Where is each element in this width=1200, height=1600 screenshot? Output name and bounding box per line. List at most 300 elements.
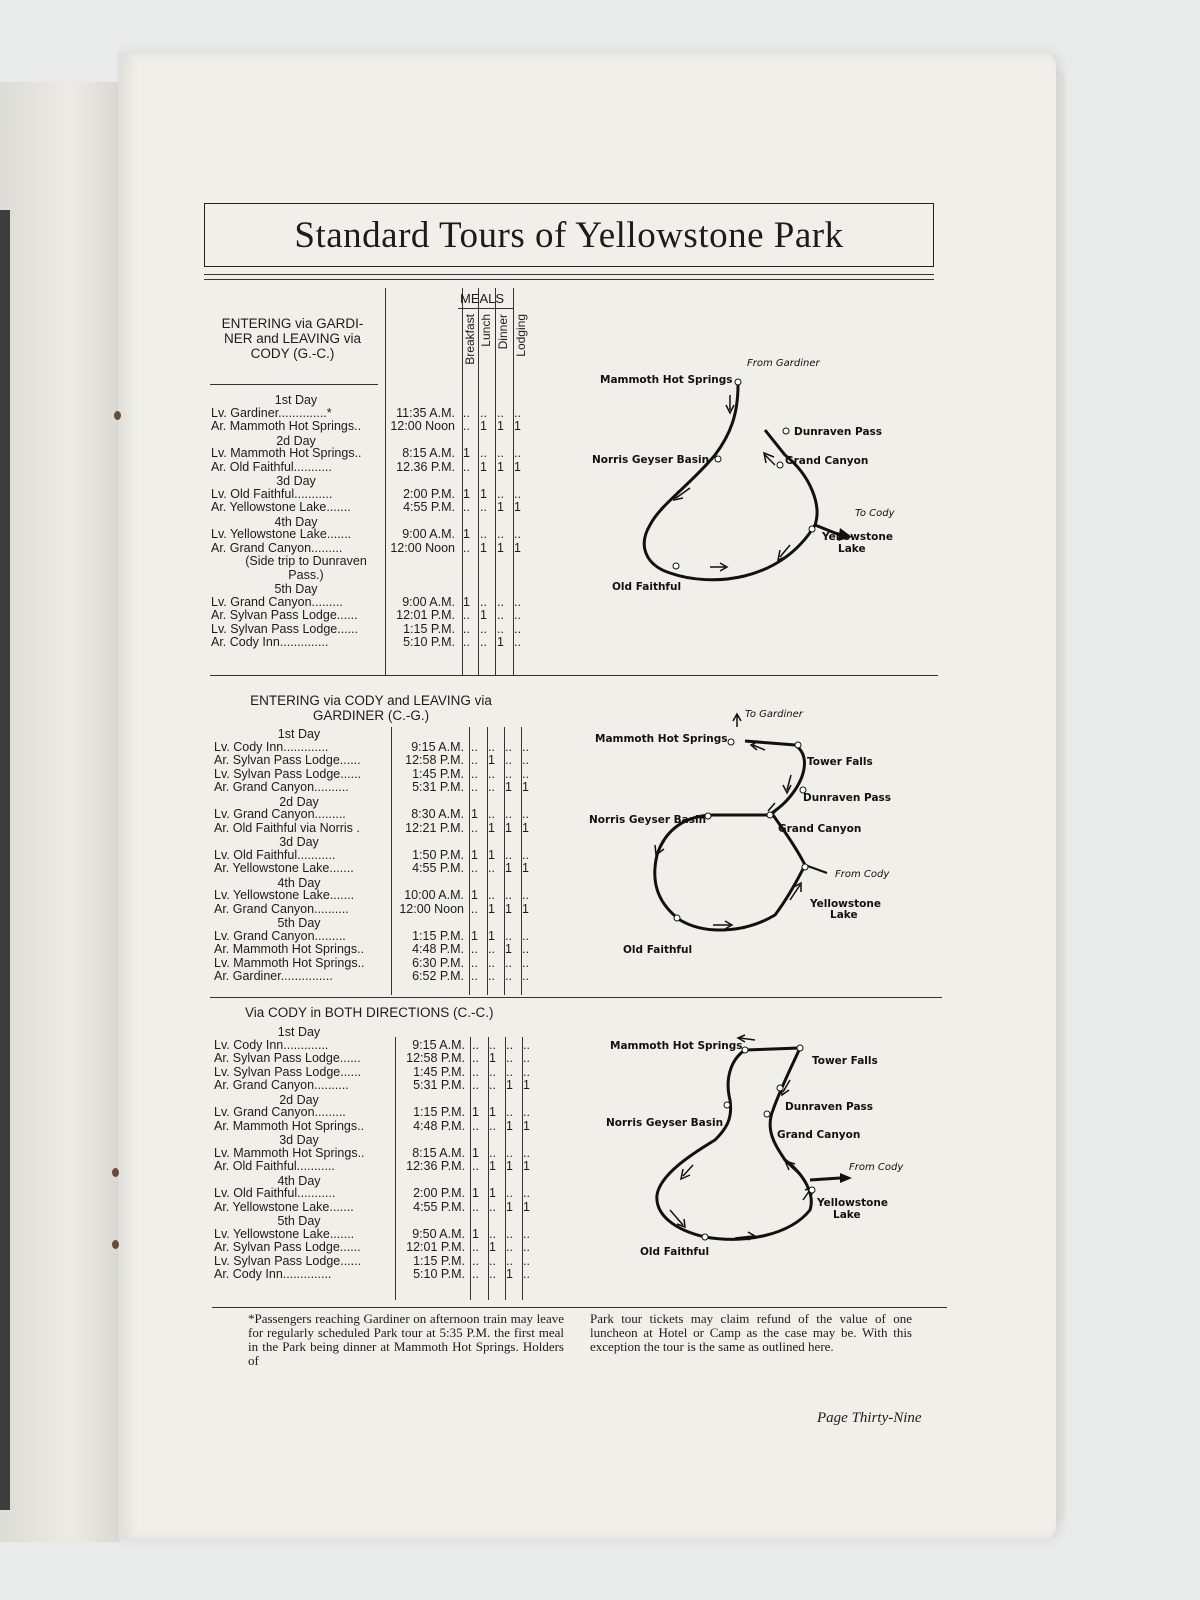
route-map-cg <box>589 709 925 965</box>
meal-mark: 1 <box>489 1240 496 1254</box>
meal-mark: .. <box>489 1267 496 1281</box>
schedule-row <box>214 903 544 917</box>
column-rule <box>504 727 505 995</box>
meal-mark: .. <box>488 861 495 875</box>
stop-time: 4:48 P.M. <box>412 942 464 956</box>
schedule-row <box>214 930 544 944</box>
stop-name: Ar. Sylvan Pass Lodge...... <box>211 608 358 622</box>
schedule-row <box>214 849 544 863</box>
day-label: 5th Day <box>274 582 318 596</box>
stop-time: 9:50 A.M. <box>412 1226 465 1241</box>
meal-mark: .. <box>488 780 495 794</box>
meal-mark: 1 <box>523 1199 530 1214</box>
schedule-row <box>211 407 541 421</box>
stop-time: 5:31 P.M. <box>412 780 464 794</box>
stop-name: Ar. Sylvan Pass Lodge...... <box>214 753 361 767</box>
meal-mark: .. <box>489 1037 496 1052</box>
meal-mark: 1 <box>514 540 521 555</box>
stop-time: 1:45 P.M. <box>413 1064 465 1079</box>
meal-mark: .. <box>480 405 487 420</box>
meal-mark: .. <box>488 969 495 983</box>
meal-mark: 1 <box>506 1159 513 1173</box>
stop-time: 10:00 A.M. <box>404 888 464 902</box>
map-label-from-cody: From Cody <box>849 1162 904 1173</box>
schedule-row <box>214 1268 544 1282</box>
meal-mark: .. <box>514 621 521 636</box>
meal-mark: 1 <box>505 820 512 835</box>
meal-mark: 1 <box>471 847 478 862</box>
meal-mark: .. <box>506 1253 513 1268</box>
stop-time: 1:15 P.M. <box>412 928 464 943</box>
stop-time: 9:00 A.M. <box>402 527 455 541</box>
meal-mark: .. <box>471 901 478 916</box>
stop-time: 5:31 P.M. <box>413 1078 465 1092</box>
stop-name: Ar. Grand Canyon......... <box>211 540 343 555</box>
schedule-row <box>214 1147 544 1161</box>
meal-mark: .. <box>489 1199 496 1214</box>
meal-mark: .. <box>471 739 478 754</box>
meal-mark: .. <box>489 1226 496 1241</box>
map-label-canyon: Grand Canyon <box>778 823 862 835</box>
meal-mark: .. <box>522 969 529 983</box>
day-label: 2d Day <box>279 794 319 809</box>
meal-mark: .. <box>514 527 521 541</box>
column-rule <box>385 288 386 675</box>
meal-mark: .. <box>463 635 470 649</box>
meal-mark: .. <box>523 1064 530 1079</box>
stop-time: 9:15 A.M. <box>412 1037 465 1052</box>
meal-mark: .. <box>506 1240 513 1254</box>
schedule-row <box>214 1039 544 1053</box>
map-label-tower: Tower Falls <box>807 756 873 768</box>
stop-time: 4:55 P.M. <box>403 500 455 514</box>
meal-mark: 1 <box>472 1105 479 1119</box>
stop-time: 2:00 P.M. <box>413 1186 465 1200</box>
meal-mark: 1 <box>488 753 495 767</box>
schedule-row <box>211 501 541 515</box>
meal-mark: .. <box>497 446 504 460</box>
map-label-mammoth: Mammoth Hot Springs <box>600 374 733 386</box>
title-rule <box>204 274 934 275</box>
meal-mark: .. <box>472 1253 479 1268</box>
meal-mark: .. <box>497 621 504 636</box>
column-rule <box>391 727 392 995</box>
stop-time: 1:50 P.M. <box>412 847 464 862</box>
meal-mark: .. <box>522 766 529 781</box>
column-rule <box>522 1037 523 1300</box>
meal-mark: .. <box>522 888 529 902</box>
route-map-gc <box>590 355 920 610</box>
meal-mark: 1 <box>489 1105 496 1119</box>
schedule-row <box>214 1187 544 1201</box>
map-label-lake-2: Lake <box>838 543 866 555</box>
footnote-left: *Passengers reaching Gardiner on afternoon train may leave for regularly scheduled Park tour at 5:35 P.M. the first meal in the Park being dinner at Mammoth Hot Springs. Holders of <box>248 1311 564 1368</box>
meal-mark: .. <box>506 1037 513 1052</box>
meal-mark: .. <box>506 1145 513 1160</box>
meal-mark: .. <box>480 446 487 460</box>
meal-mark: .. <box>463 405 470 420</box>
meal-mark: .. <box>522 955 529 970</box>
meal-mark: 1 <box>506 1118 513 1133</box>
meal-mark: .. <box>505 955 512 970</box>
meal-mark: .. <box>505 807 512 821</box>
stop-name: Ar. Gardiner............... <box>214 969 333 983</box>
stop-time: 12.36 P.M. <box>396 459 455 474</box>
stop-time: 5:10 P.M. <box>403 635 455 649</box>
meal-mark: .. <box>522 753 529 767</box>
meal-mark: 1 <box>522 861 529 875</box>
meal-mark: 1 <box>471 928 478 943</box>
meal-mark: 1 <box>480 419 487 433</box>
meal-mark: .. <box>472 1240 479 1254</box>
map-label-norris: Norris Geyser Basin <box>592 454 710 466</box>
stop-name: Ar. Mammoth Hot Springs.. <box>214 1118 365 1133</box>
day-label: 5th Day <box>277 916 321 930</box>
meal-mark: .. <box>489 1118 496 1133</box>
stop-name: Lv. Grand Canyon......... <box>214 807 346 821</box>
column-rule <box>470 1037 471 1300</box>
meal-mark: .. <box>522 807 529 821</box>
meal-mark: .. <box>489 1145 496 1160</box>
stop-name: Lv. Yellowstone Lake....... <box>211 527 352 541</box>
day-label: 3d Day <box>279 1133 319 1147</box>
stop-time: 4:48 P.M. <box>413 1118 465 1133</box>
header-rule <box>210 384 378 385</box>
stop-name: Ar. Yellowstone Lake....... <box>214 1199 354 1214</box>
meal-mark: 1 <box>480 459 487 474</box>
meal-mark: .. <box>523 1145 530 1160</box>
stop-name: Lv. Old Faithful........... <box>211 486 333 501</box>
stop-name: Lv. Gardiner..............* <box>211 405 332 420</box>
day-label: 1st Day <box>277 1025 321 1039</box>
stop-time: 12:00 Noon <box>390 419 455 433</box>
day-label: 3d Day <box>279 835 319 849</box>
meal-mark: .. <box>514 635 521 649</box>
meal-mark: 1 <box>522 820 529 835</box>
schedule-row <box>214 781 544 795</box>
meal-mark: .. <box>523 1186 530 1200</box>
map-label-faithful: Old Faithful <box>612 581 682 593</box>
meal-mark: .. <box>514 405 521 420</box>
map-label-dunraven: Dunraven Pass <box>803 792 892 804</box>
stop-name: Ar. Grand Canyon.......... <box>214 780 349 794</box>
stop-name: Ar. Yellowstone Lake....... <box>211 500 351 514</box>
schedule-row <box>211 488 541 502</box>
section-divider <box>212 1307 947 1308</box>
meal-column-header: Lodging <box>514 314 528 357</box>
day-label: 2d Day <box>279 1092 319 1107</box>
stop-time: 8:15 A.M. <box>412 1145 465 1160</box>
map-label-to-cody: To Cody <box>855 508 895 519</box>
meal-mark: .. <box>471 861 478 875</box>
meal-column-header: Breakfast <box>463 314 477 365</box>
meal-mark: 1 <box>471 807 478 821</box>
map-label-to-gardiner: To Gardiner <box>745 709 803 720</box>
meal-mark: .. <box>489 1078 496 1092</box>
day-label: 1st Day <box>274 393 318 407</box>
day-label: 2d Day <box>276 433 316 448</box>
stop-time: 1:45 P.M. <box>412 766 464 781</box>
meal-mark: .. <box>463 419 470 433</box>
meal-mark: .. <box>514 608 521 622</box>
schedule-row <box>214 889 544 903</box>
stop-name: Lv. Grand Canyon......... <box>211 594 343 609</box>
stop-time: 1:15 P.M. <box>413 1105 465 1119</box>
meal-mark: .. <box>488 766 495 781</box>
meal-mark: .. <box>497 608 504 622</box>
meal-mark: .. <box>488 739 495 754</box>
meal-mark: .. <box>505 969 512 983</box>
stop-name: Ar. Old Faithful........... <box>214 1159 335 1173</box>
meal-mark: .. <box>506 1064 513 1079</box>
stop-time: 12:01 P.M. <box>396 608 455 622</box>
stop-name: Lv. Mammoth Hot Springs.. <box>214 955 365 970</box>
meal-mark: .. <box>471 820 478 835</box>
stop-time: 1:15 P.M. <box>403 621 455 636</box>
stop-name: Ar. Grand Canyon.......... <box>214 1078 349 1092</box>
meal-mark: 1 <box>523 1078 530 1092</box>
map-label-dunraven: Dunraven Pass <box>794 426 883 438</box>
stop-time: 2:00 P.M. <box>403 486 455 501</box>
meal-mark: .. <box>472 1159 479 1173</box>
stop-time: 11:35 A.M. <box>396 405 455 420</box>
stop-name: Lv. Sylvan Pass Lodge...... <box>214 1253 362 1268</box>
stop-name: Ar. Grand Canyon.......... <box>214 901 349 916</box>
meal-mark: 1 <box>506 1267 513 1281</box>
staple-hole <box>114 411 121 420</box>
day-label: 5th Day <box>277 1214 321 1228</box>
day-label: 4th Day <box>274 514 318 529</box>
map-label-lake-1: Yellowstone <box>822 531 893 543</box>
meal-mark: .. <box>488 888 495 902</box>
section-divider <box>210 997 942 998</box>
stop-name: Lv. Yellowstone Lake....... <box>214 888 355 902</box>
meal-mark: .. <box>514 594 521 609</box>
meal-mark: 1 <box>489 1051 496 1065</box>
stop-name: Lv. Old Faithful........... <box>214 1186 336 1200</box>
meal-mark: 1 <box>514 419 521 433</box>
meal-mark: .. <box>488 807 495 821</box>
schedule-row <box>214 1052 544 1066</box>
schedule-row <box>214 1255 544 1269</box>
meal-mark: 1 <box>505 942 512 956</box>
stop-name: Ar. Mammoth Hot Springs.. <box>211 419 362 433</box>
meal-mark: 1 <box>488 901 495 916</box>
meal-mark: .. <box>472 1064 479 1079</box>
meal-mark: .. <box>514 446 521 460</box>
map-label-norris: Norris Geyser Basin <box>589 814 707 826</box>
header-rule <box>458 308 513 309</box>
meal-mark: .. <box>472 1118 479 1133</box>
stop-name: Ar. Cody Inn.............. <box>214 1267 332 1281</box>
meal-mark: 1 <box>463 594 470 609</box>
meal-mark: .. <box>480 500 487 514</box>
stop-name: Ar. Yellowstone Lake....... <box>214 861 354 875</box>
stop-name: Lv. Yellowstone Lake....... <box>214 1226 355 1241</box>
page-title-box <box>204 203 934 267</box>
map-label-dunraven: Dunraven Pass <box>785 1101 874 1113</box>
column-rule <box>521 727 522 995</box>
meal-mark: 1 <box>472 1226 479 1241</box>
schedule-row <box>211 609 541 623</box>
schedule-row <box>214 1066 544 1080</box>
meal-mark: .. <box>523 1105 530 1119</box>
schedule-row <box>214 741 544 755</box>
meal-mark: .. <box>505 847 512 862</box>
left-page-photo-edge <box>0 210 10 1510</box>
schedule-row <box>214 768 544 782</box>
meal-mark: .. <box>522 928 529 943</box>
meal-mark: 1 <box>514 500 521 514</box>
meal-mark: .. <box>514 486 521 501</box>
schedule-row <box>214 1079 544 1093</box>
day-label: 3d Day <box>276 474 316 488</box>
schedule-row <box>214 957 544 971</box>
meal-mark: 1 <box>506 1078 513 1092</box>
meal-mark: .. <box>497 527 504 541</box>
stop-time: 12:00 Noon <box>390 540 455 555</box>
stop-name: Ar. Sylvan Pass Lodge...... <box>214 1051 361 1065</box>
meal-mark: .. <box>522 847 529 862</box>
stop-name: Ar. Mammoth Hot Springs.. <box>214 942 365 956</box>
meal-mark: 1 <box>497 419 504 433</box>
map-label-lake-2: Lake <box>833 1209 861 1221</box>
meal-mark: .. <box>471 780 478 794</box>
section-heading: Via CODY in BOTH DIRECTIONS (C.-C.) <box>245 1005 494 1020</box>
meal-mark: .. <box>505 928 512 943</box>
day-label: 1st Day <box>277 727 321 741</box>
stop-time: 4:55 P.M. <box>413 1199 465 1214</box>
meal-mark: .. <box>497 594 504 609</box>
schedule-row <box>214 943 544 957</box>
meal-mark: .. <box>497 486 504 501</box>
page-title: Standard Tours of Yellowstone Park <box>294 214 844 256</box>
map-label-mammoth: Mammoth Hot Springs <box>595 733 728 745</box>
column-rule <box>395 1037 396 1300</box>
meal-mark: 1 <box>497 500 504 514</box>
meal-mark: .. <box>463 500 470 514</box>
meal-mark: .. <box>505 739 512 754</box>
stop-name: Lv. Grand Canyon......... <box>214 928 346 943</box>
meal-mark: .. <box>471 955 478 970</box>
day-label: 4th Day <box>277 1173 321 1188</box>
map-label-faithful: Old Faithful <box>640 1246 710 1258</box>
meal-mark: 1 <box>523 1159 530 1173</box>
schedule-row <box>214 1120 544 1134</box>
schedule-row <box>214 754 544 768</box>
schedule-row <box>211 447 541 461</box>
meal-mark: .. <box>463 608 470 622</box>
title-rule <box>204 279 934 280</box>
stop-time: 12:58 P.M. <box>406 1051 465 1065</box>
meal-mark: 1 <box>497 540 504 555</box>
staple-hole <box>112 1240 119 1249</box>
meal-mark: .. <box>472 1078 479 1092</box>
meal-mark: .. <box>522 942 529 956</box>
stop-name: Lv. Old Faithful........... <box>214 847 336 862</box>
meal-mark: 1 <box>522 780 529 794</box>
stop-time: 8:30 A.M. <box>411 807 464 821</box>
meal-mark: .. <box>506 1105 513 1119</box>
schedule-row <box>214 1160 544 1174</box>
day-note: (Side trip to Dunraven Pass.) <box>245 554 367 582</box>
meal-mark: .. <box>480 594 487 609</box>
meal-mark: .. <box>523 1226 530 1241</box>
map-label-from-gardiner: From Gardiner <box>747 358 820 369</box>
meal-mark: 1 <box>505 861 512 875</box>
meal-mark: 1 <box>471 888 478 902</box>
meal-mark: .. <box>480 635 487 649</box>
meal-mark: .. <box>522 739 529 754</box>
meal-mark: .. <box>471 766 478 781</box>
footnote-right: Park tour tickets may claim refund of the value of one luncheon at Hotel or Camp as the case may be. With this exception the tour is the same as outlined here. <box>590 1311 912 1354</box>
schedule-row <box>211 542 541 556</box>
stop-name: Lv. Grand Canyon......... <box>214 1105 346 1119</box>
map-label-mammoth: Mammoth Hot Springs <box>610 1040 743 1052</box>
stop-time: 9:15 A.M. <box>411 739 464 754</box>
map-label-from-cody: From Cody <box>835 869 890 880</box>
stop-time: 12:58 P.M. <box>405 753 464 767</box>
meal-mark: 1 <box>463 486 470 501</box>
meal-mark: .. <box>489 1253 496 1268</box>
meal-mark: 1 <box>497 635 504 649</box>
meal-mark: 1 <box>488 820 495 835</box>
schedule-row <box>214 1201 544 1215</box>
column-rule <box>488 1037 489 1300</box>
stop-name: Lv. Sylvan Pass Lodge...... <box>214 1064 362 1079</box>
meal-mark: 1 <box>480 540 487 555</box>
section-divider <box>210 675 938 676</box>
stop-name: Lv. Cody Inn............. <box>214 739 329 754</box>
schedule-row <box>214 970 544 984</box>
meal-mark: .. <box>505 753 512 767</box>
meal-mark: 1 <box>523 1118 530 1133</box>
stop-time: 12:21 P.M. <box>405 820 464 835</box>
meal-mark: .. <box>506 1226 513 1241</box>
meal-mark: 1 <box>506 1199 513 1214</box>
stop-name: Ar. Cody Inn.............. <box>211 635 329 649</box>
stop-name: Ar. Old Faithful........... <box>211 459 332 474</box>
map-label-canyon: Grand Canyon <box>777 1129 861 1141</box>
meal-mark: .. <box>488 955 495 970</box>
stop-time: 4:55 P.M. <box>412 861 464 875</box>
meal-mark: 1 <box>472 1186 479 1200</box>
schedule-row <box>214 1106 544 1120</box>
meal-mark: .. <box>489 1064 496 1079</box>
meal-mark: .. <box>480 527 487 541</box>
schedule-row <box>214 1228 544 1242</box>
section-heading: ENTERING via GARDI- NER and LEAVING via CODY (G.-C.) <box>221 316 364 361</box>
meal-mark: 1 <box>505 901 512 916</box>
schedule-row <box>211 596 541 610</box>
meal-mark: .. <box>471 753 478 767</box>
stop-time: 12:01 P.M. <box>406 1240 465 1254</box>
section-heading: ENTERING via CODY and LEAVING via GARDINER (C.-G.) <box>250 693 492 723</box>
meal-mark: 1 <box>463 527 470 541</box>
stop-time: 1:15 P.M. <box>413 1253 465 1268</box>
schedule-row <box>214 808 544 822</box>
schedule-row <box>214 822 544 836</box>
schedule-row <box>214 1241 544 1255</box>
schedule-row <box>211 528 541 542</box>
map-label-norris: Norris Geyser Basin <box>606 1117 724 1129</box>
route-map-cc <box>605 1030 935 1270</box>
meal-mark: 1 <box>472 1145 479 1160</box>
stop-time: 12:36 P.M. <box>406 1159 465 1173</box>
schedule-row <box>214 862 544 876</box>
meal-mark: .. <box>505 766 512 781</box>
schedule-row <box>211 623 541 637</box>
